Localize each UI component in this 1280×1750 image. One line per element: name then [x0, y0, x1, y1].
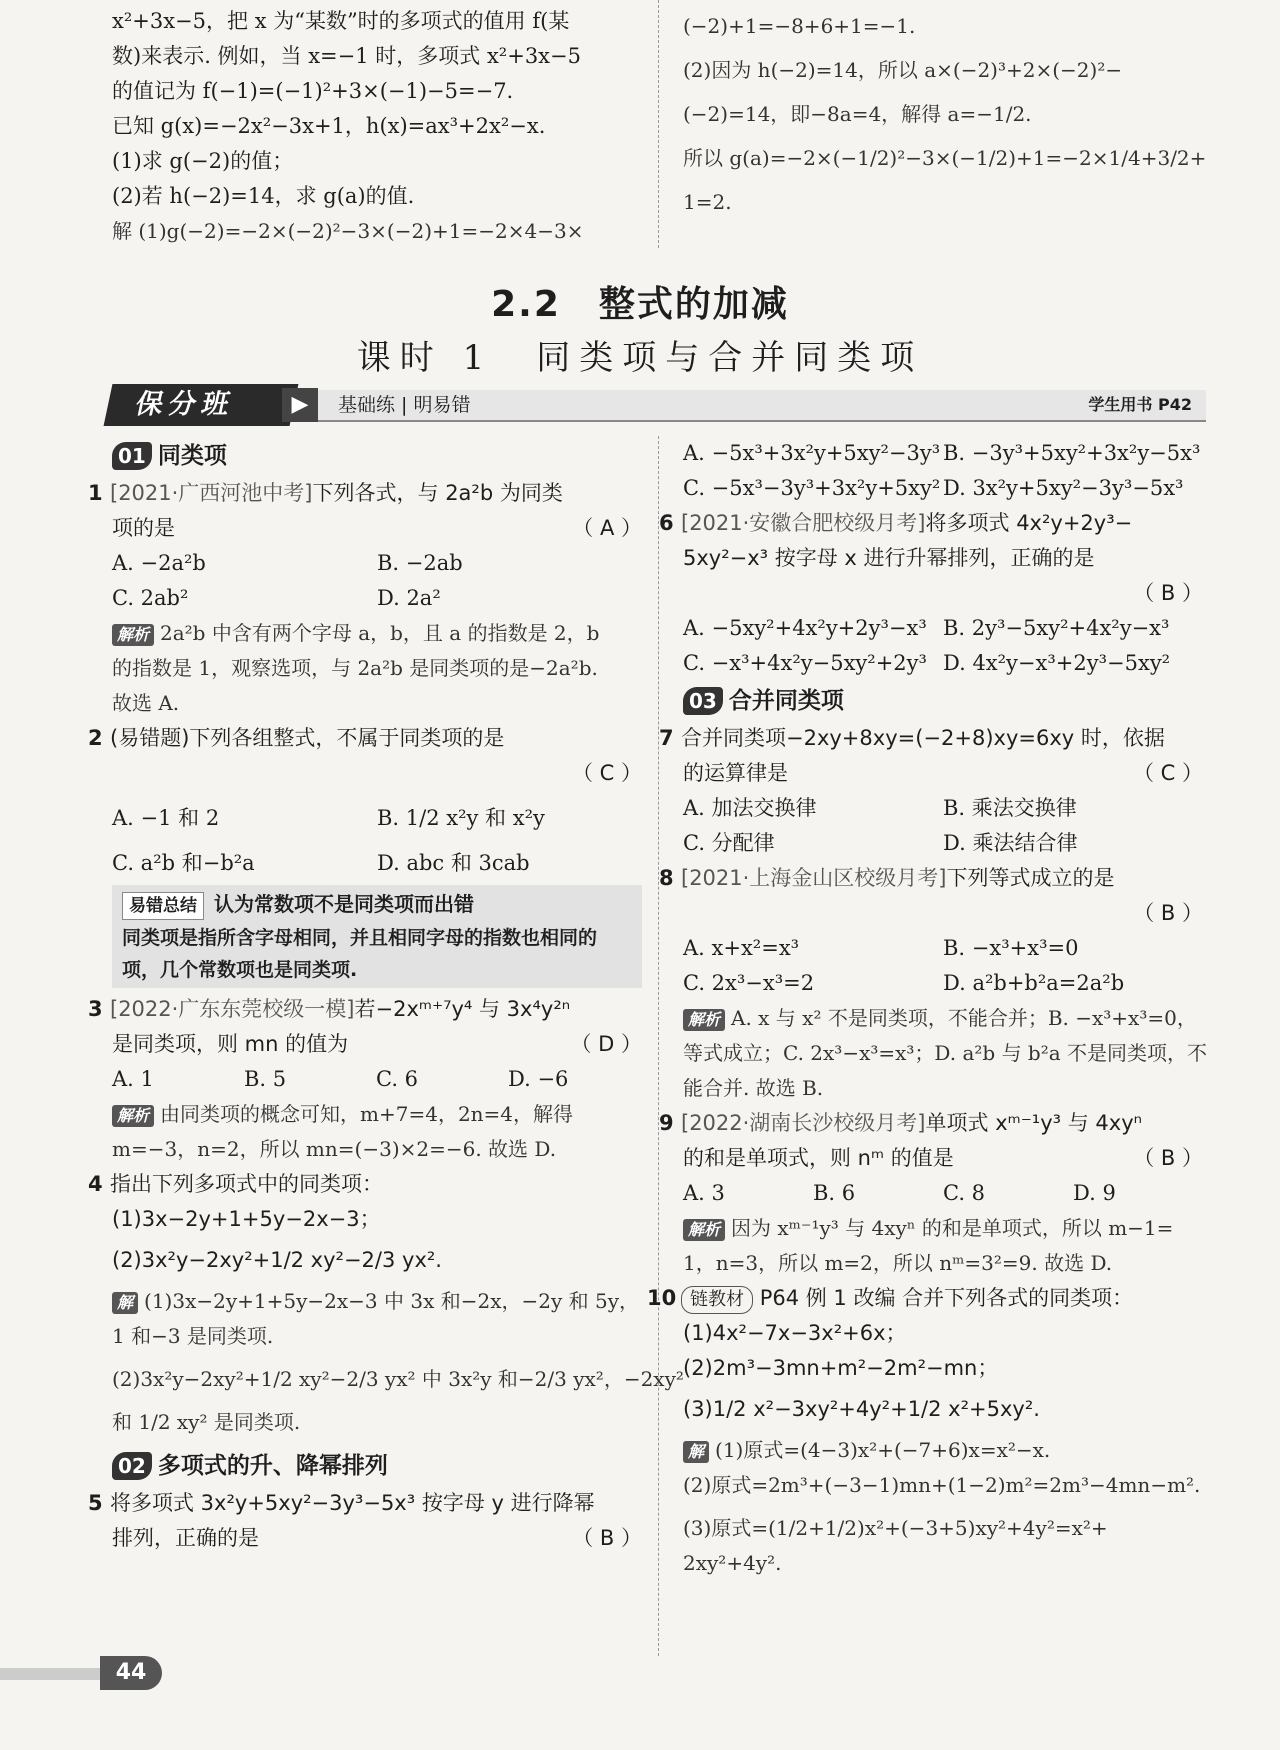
option: B. 1/2 x²y 和 x²y [377, 806, 545, 830]
column-divider [658, 0, 659, 248]
question-part: (1)4x²−7x−3x²+6x； [683, 1321, 907, 1345]
band-bar [318, 390, 1206, 422]
question-stem: 下列各式，与 2a²b 为同类 [312, 481, 563, 505]
solution-line: 1，n=3，所以 m=2，所以 nᵐ=3²=9. 故选 D. [683, 1251, 1113, 1275]
option: C. 6 [376, 1067, 419, 1091]
question-7 [659, 721, 1203, 756]
question-source: [2021·安徽合肥校级月考] [681, 511, 926, 535]
solution-line: (2)3x²y−2xy²+1/2 xy²−2/3 yx² 中 3x²y 和−2/3 yx²，−2xy² [112, 1367, 684, 1391]
option: D. 4x²y−x³+2y³−5xy² [943, 651, 1171, 675]
question-stem: 项的是 [112, 516, 175, 540]
solution-line: 1 和−3 是同类项. [112, 1324, 274, 1348]
question-stem: P64 例 1 改编 合并下列各式的同类项： [759, 1286, 1134, 1310]
question-stem: (易错题)下列各组整式，不属于同类项的是 [110, 726, 505, 750]
question-7-cont [683, 756, 1203, 791]
question-8 [659, 861, 1203, 896]
solution-line: m=−3，n=2，所以 mn=(−3)×2=−6. 故选 D. [112, 1137, 557, 1161]
solution-line: (3)原式=(1/2+1/2)x²+(−3+5)xy²+4y²=x²+ [683, 1516, 1108, 1540]
answer-choice: （ B ） [572, 1526, 642, 1550]
solution-line [683, 1433, 1203, 1468]
question-source: [2021·上海金山区校级月考] [681, 866, 947, 890]
section-title: 2.2 整式的加减 [491, 284, 789, 325]
text-line: (2)若 h(−2)=14，求 g(a)的值. [112, 184, 415, 208]
options-row [683, 646, 1203, 681]
option: A. 加法交换律 [683, 796, 817, 820]
answer-choice: （ B ） [1133, 581, 1203, 605]
top-right-block [683, 4, 1207, 224]
question-source: [2021·广西河池中考] [110, 481, 313, 505]
option: C. −x³+4x²y−5xy²+2y³ [683, 651, 927, 675]
question-2 [88, 721, 642, 756]
solution-tag: 解析 [112, 1105, 154, 1127]
right-column [647, 436, 1208, 1581]
solution-text: 因为 xᵐ⁻¹y³ 与 4xyⁿ 的和是单项式，所以 m−1= [731, 1216, 1174, 1240]
question-source: [2022·湖南长沙校级月考] [681, 1111, 926, 1135]
option: C. 2x³−x³=2 [683, 971, 815, 995]
question-3 [88, 992, 642, 1027]
question-1 [88, 476, 642, 511]
top-left-block [112, 4, 642, 249]
options-row [683, 471, 1203, 506]
solution-line: 所以 g(a)=−2×(−1/2)²−3×(−1/2)+1=−2×1/4+3/2+ [683, 146, 1207, 170]
options-row [683, 611, 1203, 646]
option: D. abc 和 3cab [377, 851, 530, 875]
mistake-summary-body: 同类项是指所含字母相同，并且相同字母的指数也相同的项，几个常数项也是同类项. [122, 927, 598, 981]
band-reference: 学生用书 P42 [1088, 395, 1192, 414]
option: C. 8 [943, 1181, 986, 1205]
solution-tag: 解 [683, 1441, 709, 1463]
option: D. 3x²y+5xy²−3y³−5x³ [943, 476, 1184, 500]
option: D. −6 [508, 1067, 569, 1091]
question-part: (3)1/2 x²−3xy²+4y²+1/2 x²+5xy². [683, 1397, 1040, 1421]
question-number: 9 [659, 1111, 674, 1135]
option: D. 乘法结合律 [943, 831, 1078, 855]
question-8-answer [683, 896, 1203, 931]
subsection-title: 多项式的升、降幂排列 [157, 1453, 388, 1479]
section-band [108, 384, 1206, 426]
subsection-number: 03 [683, 687, 723, 715]
options-row [112, 846, 642, 881]
question-part: (2)3x²y−2xy²+1/2 xy²−2/3 yx². [112, 1248, 442, 1272]
option: D. 9 [1073, 1181, 1116, 1205]
question-number: 3 [88, 997, 103, 1021]
question-stem: 的运算律是 [683, 761, 788, 785]
question-6 [659, 506, 1203, 541]
subsection-title: 合并同类项 [728, 688, 844, 714]
band-text: 基础练 | 明易错 [338, 394, 471, 416]
option: B. −2ab [377, 551, 463, 575]
solution-line: (2)因为 h(−2)=14，所以 a×(−2)³+2×(−2)²− [683, 58, 1123, 82]
question-9 [659, 1106, 1203, 1141]
solution-text: (1)原式=(4−3)x²+(−7+6)x=x²−x. [715, 1438, 1051, 1462]
question-number: 10 [647, 1286, 677, 1310]
solution-text: 2a²b 中含有两个字母 a，b，且 a 的指数是 2，b [160, 621, 600, 645]
option: C. 2ab² [112, 586, 189, 610]
option: C. a²b 和−b²a [112, 851, 255, 875]
question-stem: 若−2xᵐ⁺⁷y⁴ 与 3x⁴y²ⁿ [354, 997, 571, 1021]
text-line: 数)来表示. 例如，当 x=−1 时，多项式 x²+3x−5 [112, 44, 581, 68]
solution-line: 的指数是 1，观察选项，与 2a²b 是同类项的是−2a²b. [112, 656, 598, 680]
question-9-cont [683, 1141, 1203, 1176]
chevron-right-icon: ▶ [282, 388, 318, 422]
option: B. 2y³−5xy²+4x²y−x³ [943, 616, 1170, 640]
text-line: x²+3x−5，把 x 为“某数”时的多项式的值用 f(某 [112, 9, 570, 33]
band-tag: 保分班 [104, 384, 299, 426]
option: D. a²b+b²a=2a²b [943, 971, 1125, 995]
solution-line: 1=2. [683, 190, 732, 214]
question-part: (2)2m³−3mn+m²−2m²−mn； [683, 1356, 999, 1380]
question-stem: 将多项式 4x²y+2y³− [925, 511, 1133, 535]
question-number: 2 [88, 726, 103, 750]
question-source: [2022·广东东莞校级一模] [110, 997, 355, 1021]
page-number: 44 [100, 1656, 162, 1690]
solution-line [112, 1284, 642, 1319]
options-row [683, 966, 1203, 1001]
solution-line: 2xy²+4y². [683, 1551, 782, 1575]
question-part: (1)3x−2y+1+5y−2x−3； [112, 1207, 381, 1231]
question-stem: 是同类项，则 mn 的值为 [112, 1032, 349, 1056]
options-row [683, 826, 1203, 861]
options-row [683, 1176, 1203, 1211]
question-6-cont: 5xy²−x³ 按字母 x 进行升幂排列，正确的是 [683, 546, 1095, 570]
option: C. 分配律 [683, 831, 775, 855]
question-number: 7 [659, 726, 674, 750]
option: A. 1 [112, 1067, 154, 1091]
question-number: 1 [88, 481, 103, 505]
options-row [683, 931, 1203, 966]
option: A. −5x³+3x²y+5xy²−3y³ [683, 441, 941, 465]
option: B. −3y³+5xy²+3x²y−5x³ [943, 441, 1201, 465]
question-6-answer [683, 576, 1203, 611]
options-row [683, 436, 1203, 471]
solution-tag: 解 [112, 1292, 138, 1314]
question-stem: 的和是单项式，则 nᵐ 的值是 [683, 1146, 954, 1170]
question-number: 4 [88, 1172, 103, 1196]
options-row [112, 801, 642, 836]
question-3-cont [112, 1027, 642, 1062]
option: A. 3 [683, 1181, 725, 1205]
option: B. 乘法交换律 [943, 796, 1077, 820]
solution-text: (1)3x−2y+1+5y−2x−3 中 3x 和−2x，−2y 和 5y， [144, 1289, 639, 1313]
solution-line: (−2)+1=−8+6+1=−1. [683, 14, 916, 38]
question-1-cont [112, 511, 642, 546]
option: D. 2a² [377, 586, 441, 610]
text-line: 的值记为 f(−1)=(−1)²+3×(−1)−5=−7. [112, 79, 514, 103]
question-5 [88, 1486, 642, 1521]
option: C. −5x³−3y³+3x²y+5xy² [683, 476, 941, 500]
solution-line [112, 1097, 642, 1132]
options-row [112, 546, 642, 581]
option: A. −1 和 2 [112, 806, 220, 830]
answer-choice: （ B ） [1133, 1146, 1203, 1170]
question-stem: 合并同类项−2xy+8xy=(−2+8)xy=6xy 时，依据 [681, 726, 1165, 750]
solution-tag: 解析 [683, 1009, 725, 1031]
answer-choice: （ C ） [571, 761, 642, 785]
solution-line: 解 (1)g(−2)=−2×(−2)²−3×(−2)+1=−2×4−3× [112, 219, 584, 243]
subsection-heading [112, 1446, 642, 1486]
option: B. 6 [813, 1181, 856, 1205]
options-row [683, 791, 1203, 826]
question-4 [88, 1167, 642, 1202]
question-stem: 将多项式 3x²y+5xy²−3y³−5x³ 按字母 y 进行降幂 [110, 1491, 595, 1515]
subsection-number: 02 [112, 1452, 152, 1480]
solution-line [683, 1001, 1203, 1036]
option: B. 5 [244, 1067, 287, 1091]
mistake-summary-head [122, 887, 632, 922]
answer-choice: （ C ） [1132, 761, 1203, 785]
footer-bar [0, 1668, 100, 1680]
mistake-summary-label: 易错总结 [122, 892, 204, 920]
question-number: 8 [659, 866, 674, 890]
question-5-cont [112, 1521, 642, 1556]
solution-line: 等式成立；C. 2x³−x³=x³；D. a²b 与 b²a 不是同类项，不 [683, 1041, 1208, 1065]
option: B. −x³+x³=0 [943, 936, 1079, 960]
solution-text: 由同类项的概念可知，m+7=4，2n=4，解得 [160, 1102, 574, 1126]
subsection-heading [112, 436, 642, 476]
answer-choice: （ D ） [570, 1032, 642, 1056]
question-2-answer [112, 756, 642, 791]
column-divider [658, 436, 659, 1656]
text-line: (1)求 g(−2)的值； [112, 149, 294, 173]
solution-line [112, 616, 642, 651]
solution-line: (−2)=14，即−8a=4，解得 a=−1/2. [683, 102, 1032, 126]
lesson-subtitle: 课时 1 同类项与合并同类项 [356, 338, 924, 378]
question-number: 6 [659, 511, 674, 535]
solution-line [683, 1211, 1203, 1246]
answer-choice: （ B ） [1133, 901, 1203, 925]
mistake-summary-box [112, 885, 642, 988]
option: A. −2a²b [112, 551, 206, 575]
solution-tag: 解析 [683, 1219, 725, 1241]
options-row [112, 1062, 642, 1097]
solution-line: 故选 A. [112, 691, 180, 715]
solution-line: 能合并. 故选 B. [683, 1076, 824, 1100]
subsection-number: 01 [112, 442, 152, 470]
solution-text: A. x 与 x² 不是同类项，不能合并；B. −x³+x³=0， [731, 1006, 1197, 1030]
question-stem: 排列，正确的是 [112, 1526, 259, 1550]
solution-tag: 解析 [112, 624, 154, 646]
question-stem: 指出下列多项式中的同类项： [110, 1172, 383, 1196]
textbook-link-badge: 链教材 [681, 1286, 753, 1314]
question-10 [647, 1281, 1203, 1316]
answer-choice: （ A ） [572, 516, 642, 540]
options-row [112, 581, 642, 616]
question-number: 5 [88, 1491, 103, 1515]
option: A. −5xy²+4x²y+2y³−x³ [683, 616, 927, 640]
mistake-summary-title: 认为常数项不是同类项而出错 [214, 892, 474, 916]
subsection-title: 同类项 [157, 443, 227, 469]
solution-line: 和 1/2 xy² 是同类项. [112, 1410, 301, 1434]
subsection-heading [683, 681, 1203, 721]
question-stem: 单项式 xᵐ⁻¹y³ 与 4xyⁿ [925, 1111, 1142, 1135]
question-stem: 下列等式成立的是 [946, 866, 1115, 890]
option: A. x+x²=x³ [683, 936, 800, 960]
solution-line: (2)原式=2m³+(−3−1)mn+(1−2)m²=2m³−4mn−m². [683, 1473, 1201, 1497]
text-line: 已知 g(x)=−2x²−3x+1，h(x)=ax³+2x²−x. [112, 114, 546, 138]
